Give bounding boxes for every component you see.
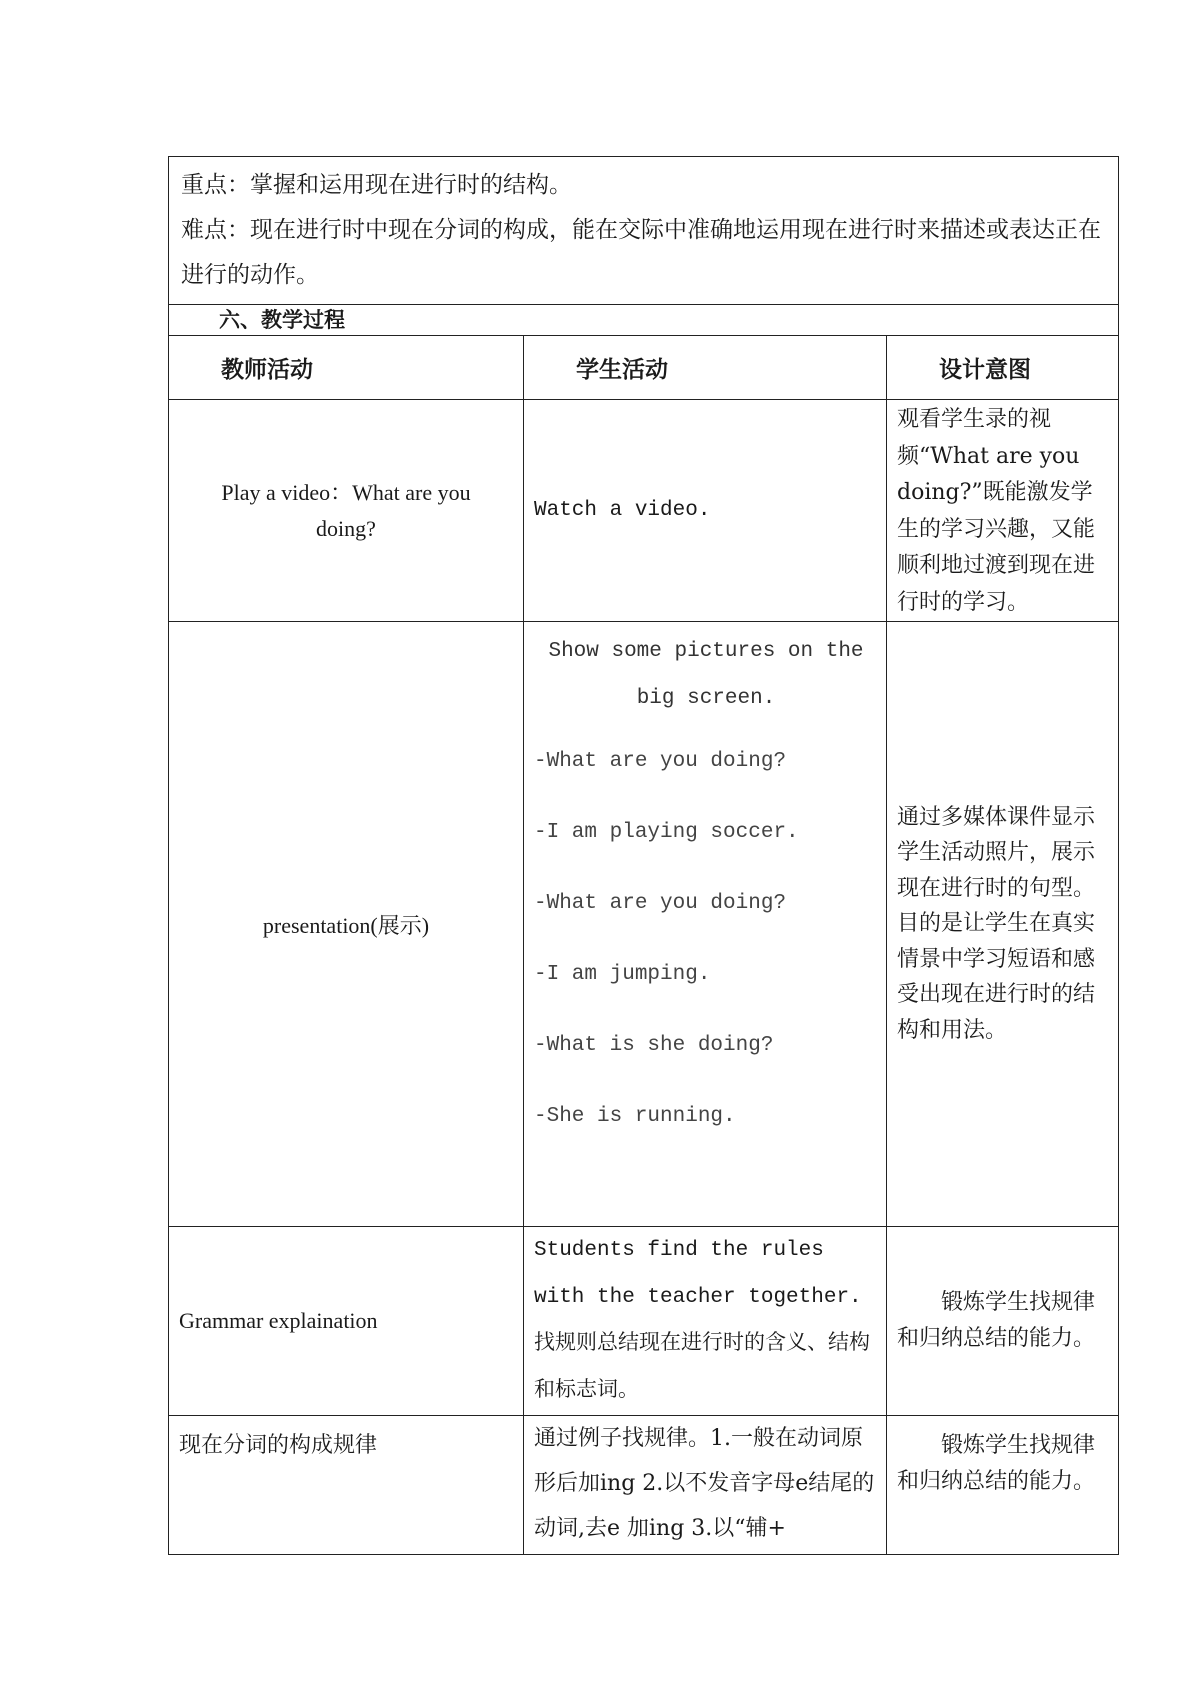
- student-activity-cell: Students find the rules with the teacher together.找规则总结现在进行时的含义、结构和标志词。: [524, 1227, 887, 1416]
- dialogue-line: -I am jumping.: [534, 963, 711, 986]
- design-intent-cell: 通过多媒体课件显示学生活动照片，展示现在进行时的句型。目的是让学生在真实情景中学习短语和感受出现在进行时的结构和用法。: [887, 622, 1119, 1227]
- lesson-plan-page: [168, 156, 1118, 1555]
- design-intent-cell: 锻炼学生找规律和归纳总结的能力。: [887, 1227, 1119, 1416]
- key-point-text: 重点：掌握和运用现在进行时的结构。: [181, 172, 572, 198]
- student-activity-cell: Watch a video.: [524, 400, 887, 622]
- student-activity-cell: 通过例子找规律。1.一般在动词原形后加ing 2.以不发音字母e结尾的动词,去e 加ing 3.以“辅+: [524, 1416, 887, 1555]
- dialogue-line: -What is she doing?: [534, 1034, 774, 1057]
- focus-cell: [169, 157, 1119, 305]
- teacher-activity-cell: Play a video：What are you doing?: [169, 400, 524, 622]
- header-design: 设计意图: [887, 336, 1119, 400]
- header-row: [169, 336, 1119, 400]
- student-intro-text: Show some pictures on the big screen.: [548, 640, 864, 710]
- table-row: [169, 1416, 1119, 1555]
- section-title-row: [169, 305, 1119, 336]
- focus-row: [169, 157, 1119, 305]
- teacher-activity-cell: Grammar explaination: [169, 1227, 524, 1416]
- dialogue-line: -What are you doing?: [534, 750, 787, 773]
- teacher-activity-cell: 现在分词的构成规律: [169, 1416, 524, 1555]
- dialogue-line: -What are you doing?: [534, 892, 787, 915]
- table-row: [169, 1227, 1119, 1416]
- dialogue-line: -She is running.: [534, 1105, 736, 1128]
- difficulty-text: 难点：现在进行时中现在分词的构成，能在交际中准确地运用现在进行时来描述或表达正在进行的动作。: [181, 217, 1101, 288]
- section-title: 六、教学过程: [169, 305, 1119, 336]
- student-activity-cell: [524, 622, 887, 1227]
- header-student: 学生活动: [524, 336, 887, 400]
- table-row: [169, 622, 1119, 1227]
- dialogue-line: -I am playing soccer.: [534, 821, 799, 844]
- design-intent-cell: 锻炼学生找规律和归纳总结的能力。: [887, 1416, 1119, 1555]
- teacher-activity-cell: presentation(展示): [169, 622, 524, 1227]
- teaching-process-table: [168, 156, 1119, 1555]
- header-teacher: 教师活动: [169, 336, 524, 400]
- table-row: [169, 400, 1119, 622]
- design-intent-cell: 观看学生录的视频“What are you doing?”既能激发学生的学习兴趣，又能顺利地过渡到现在进行时的学习。: [887, 400, 1119, 622]
